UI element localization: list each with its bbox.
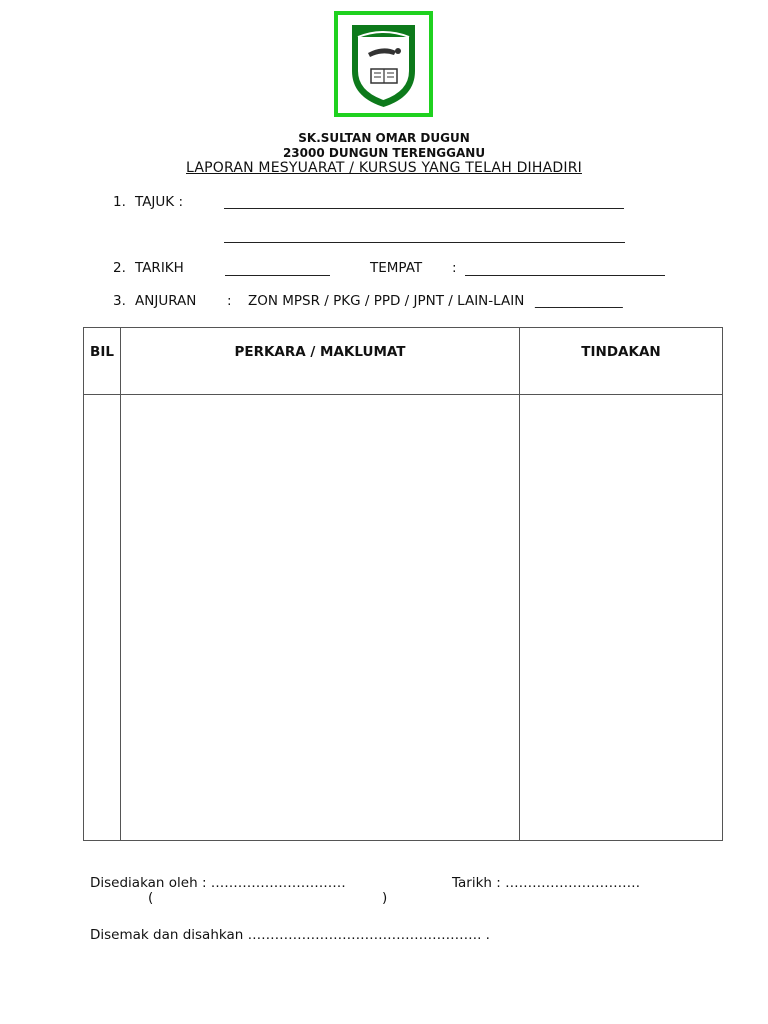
school-crest-icon: [338, 15, 429, 113]
anjuran-options: ZON MPSR / PKG / PPD / JPNT / LAIN-LAIN: [248, 293, 525, 309]
school-address: 23000 DUNGUN TERENGGANU: [282, 146, 486, 160]
field-number-1: 1.: [113, 194, 126, 210]
field-number-3: 3.: [113, 293, 126, 309]
tempat-label: TEMPAT: [370, 260, 423, 276]
tajuk-input-line-1[interactable]: [224, 208, 624, 209]
table-cell-perkara[interactable]: [121, 395, 519, 840]
school-name: SK.SULTAN OMAR DUGUN: [298, 131, 470, 145]
disediakan-oleh-field[interactable]: Disediakan oleh : …………………………: [90, 875, 346, 891]
tajuk-input-line-2[interactable]: [224, 242, 625, 243]
report-table: [83, 327, 723, 841]
col-header-tindakan: TINDAKAN: [581, 344, 661, 360]
tarikh-input-line[interactable]: [225, 275, 330, 276]
col-header-bil: BIL: [90, 344, 114, 360]
school-logo: [334, 11, 433, 117]
name-paren-close: ): [382, 890, 388, 906]
table-cell-bil[interactable]: [84, 395, 120, 840]
tempat-input-line[interactable]: [465, 275, 665, 276]
form-title: LAPORAN MESYUARAT / KURSUS YANG TELAH DIHADIRI: [186, 160, 582, 176]
footer-tarikh-field[interactable]: Tarikh : …………………………: [452, 875, 641, 891]
tarikh-label: TARIKH: [135, 260, 184, 276]
field-number-2: 2.: [113, 260, 126, 276]
anjuran-other-input[interactable]: _____________: [535, 293, 623, 309]
tajuk-label: TAJUK :: [135, 194, 183, 210]
name-paren-open: (: [148, 890, 154, 906]
tempat-colon: :: [452, 260, 457, 276]
anjuran-colon: :: [227, 293, 232, 309]
col-header-perkara: PERKARA / MAKLUMAT: [234, 344, 406, 360]
anjuran-label: ANJURAN: [135, 293, 197, 309]
table-cell-tindakan[interactable]: [520, 395, 722, 840]
disemak-field[interactable]: Disemak dan disahkan ……………………………………………. .: [90, 927, 490, 943]
